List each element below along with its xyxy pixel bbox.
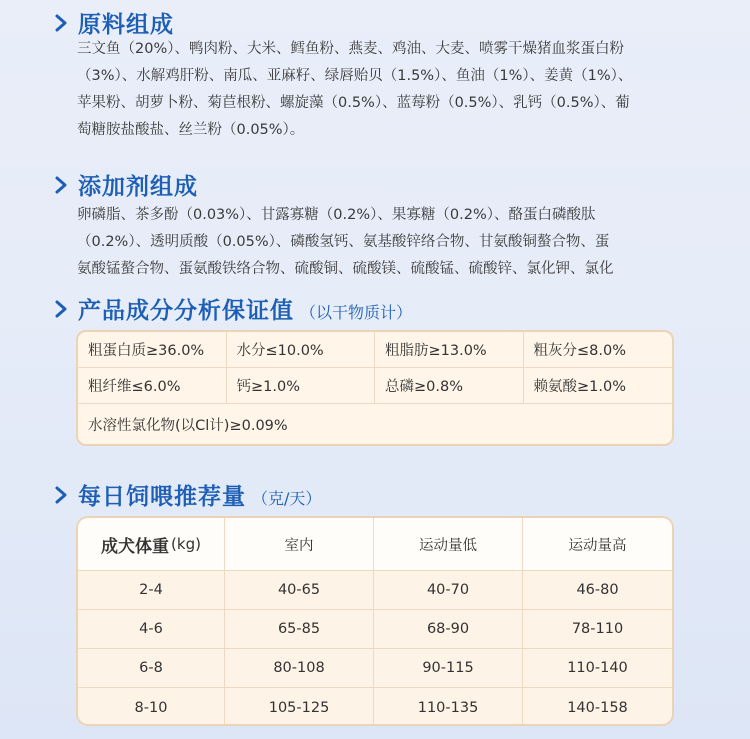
- analysis-title: 产品成分分析保证值: [78, 298, 294, 324]
- ingredients-line: 三文鱼（20%）、鸭肉粉、大米、鳕鱼粉、燕麦、鸡油、大麦、喷雾干燥猪血浆蛋白粉: [77, 41, 624, 57]
- feeding-cell: 110-140: [567, 660, 628, 676]
- feeding-cell: 110-135: [374, 688, 523, 726]
- additives-text: [77, 202, 697, 283]
- chevron-right-icon: [50, 298, 72, 320]
- analysis-cell: 总磷≥0.8%: [375, 368, 524, 403]
- chevron-right-icon: [50, 484, 72, 506]
- analysis-cell: 粗脂肪≥13.0%: [375, 332, 524, 367]
- ingredients-heading: [50, 6, 174, 39]
- ingredients-title: 原料组成: [78, 12, 174, 38]
- ingredients-line: （3%）、水解鸡肝粉、南瓜、亚麻籽、绿唇贻贝（1.5%）、鱼油（1%）、姜黄（1%）、: [77, 68, 633, 84]
- feeding-row: [78, 688, 672, 726]
- additives-line: （0.2%）、透明质酸（0.05%）、磷酸氢钙、氨基酸锌络合物、甘氨酸铜螯合物、蛋: [77, 234, 610, 250]
- chevron-right-icon: [50, 12, 72, 34]
- feeding-cell: 105-125: [225, 688, 374, 726]
- feeding-row: [78, 571, 672, 610]
- ingredients-line: 苹果粉、胡萝卜粉、菊苣根粉、螺旋藻（0.5%）、蓝莓粉（0.5%）、乳钙（0.5%）、葡: [77, 95, 630, 111]
- ingredients-line: 萄糖胺盐酸盐、丝兰粉（0.05%）。: [77, 122, 305, 138]
- additives-line: 氨酸锰螯合物、蛋氨酸铁络合物、硫酸铜、硫酸镁、硫酸锰、硫酸锌、氯化钾、氯化: [77, 261, 614, 277]
- analysis-row: [78, 332, 672, 368]
- analysis-cell: 赖氨酸≥1.0%: [533, 379, 626, 395]
- analysis-cell: 粗蛋白质≥36.0%: [78, 332, 227, 367]
- feeding-table: [76, 516, 674, 726]
- feeding-cell: 80-108: [225, 649, 374, 687]
- chevron-right-icon: [50, 174, 72, 196]
- feeding-row: [78, 649, 672, 688]
- analysis-table: [76, 330, 674, 446]
- analysis-subtitle: （以干物质计）: [300, 303, 413, 322]
- feeding-cell: 90-115: [374, 649, 523, 687]
- feeding-header-weight-unit: (kg): [171, 535, 201, 553]
- analysis-cell: 钙≥1.0%: [227, 368, 376, 403]
- feeding-header-weight: [78, 518, 225, 570]
- feeding-header-row: [78, 518, 672, 571]
- feeding-cell: 140-158: [567, 699, 628, 716]
- feeding-header-cell: 运动量低: [374, 518, 523, 570]
- feeding-subtitle: （克/天）: [252, 489, 322, 508]
- feeding-title: 每日饲喂推荐量: [78, 484, 246, 510]
- feeding-cell: 40-70: [374, 571, 523, 609]
- feeding-cell: 40-65: [225, 571, 374, 609]
- feeding-header-weight-label: 成犬体重: [101, 536, 170, 557]
- additives-line: 卵磷脂、茶多酚（0.03%）、甘露寡糖（0.2%）、果寡糖（0.2%）、酪蛋白磷酸肽: [77, 207, 596, 223]
- feeding-heading: [50, 478, 321, 511]
- ingredients-text: [77, 36, 697, 144]
- feeding-header-cell: 室内: [225, 518, 374, 570]
- feeding-cell: 68-90: [374, 610, 523, 648]
- feeding-cell: 65-85: [225, 610, 374, 648]
- analysis-cell: 水分≤10.0%: [227, 332, 376, 367]
- analysis-heading: [50, 292, 412, 325]
- analysis-cell: 水溶性氯化物(以Cl计)≥0.09%: [88, 417, 288, 434]
- feeding-cell: 78-110: [571, 621, 624, 637]
- feeding-cell: 46-80: [576, 582, 619, 598]
- additives-title: 添加剂组成: [78, 174, 198, 200]
- feeding-cell: 4-6: [78, 610, 225, 648]
- analysis-row: [78, 368, 672, 404]
- feeding-row: [78, 610, 672, 649]
- analysis-row: [78, 404, 672, 444]
- feeding-header-cell: 运动量高: [568, 537, 627, 554]
- feeding-cell: 2-4: [78, 571, 225, 609]
- additives-heading: [50, 168, 198, 201]
- analysis-cell: 粗纤维≤6.0%: [78, 368, 227, 403]
- analysis-cell: 粗灰分≤8.0%: [533, 343, 626, 359]
- feeding-cell: 6-8: [78, 649, 225, 687]
- feeding-cell: 8-10: [78, 688, 225, 726]
